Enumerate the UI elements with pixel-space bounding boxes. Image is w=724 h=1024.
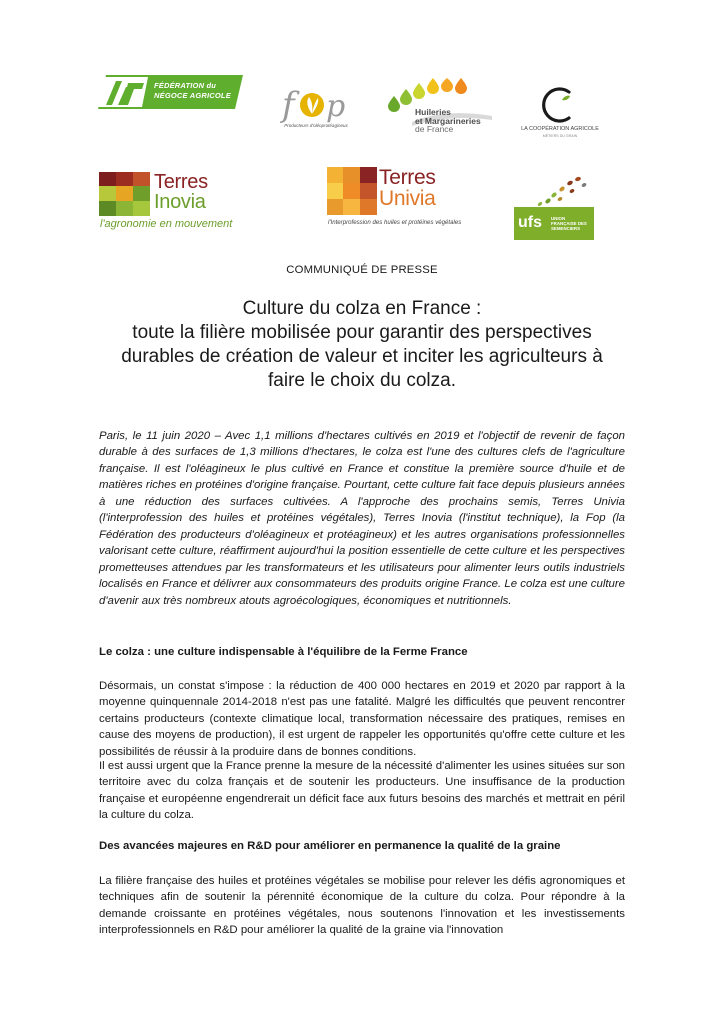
inovia-word-terres: Terres (154, 171, 208, 193)
title-line-2: toute la filière mobilisée pour garantir des perspectives (132, 322, 592, 343)
inovia-word-inovia: Inovia (154, 191, 206, 213)
section1-paragraph-2: Il est aussi urgent que la France prenne la mesure de la nécessité d'alimenter les usines situées sur son territoire avec du colza français et de soutenir les producteurs. Une insuffisance de la production française et européenne engendrerait un déficit face aux futurs besoins des marchés et mettrait en péril la culture du colza. (99, 760, 625, 822)
fna-line1: FÉDÉRATION du (154, 81, 217, 90)
inovia-squares-icon (99, 172, 151, 216)
terres-inovia-logo (99, 172, 249, 234)
title-line-4: faire le choix du colza. (268, 370, 456, 391)
univia-word-univia: Univia (379, 187, 436, 210)
ufs-name (551, 216, 587, 232)
section2-paragraph-1: La filière française des huiles et protéines végétales se mobilise pour relever les défis agronomiques et techniques afin de soutenir la pérennité économique de la culture du colza. Pour répondre à la demande croissante en protéines végétales, nous soutenons l'innovation et les investissements interprofessionnels en R&D pour améliorer la qualité de la graine via l'innovation (99, 875, 625, 937)
huileries-name (415, 108, 481, 134)
huileries-line3: de France (415, 124, 454, 134)
univia-word-terres: Terres (379, 166, 436, 189)
section-heading-1: Le colza : une culture indispensable à l'équilibre de la Ferme France (99, 646, 468, 658)
ufs-word: ufs (518, 214, 542, 231)
cooperation-c-icon (520, 86, 600, 126)
seeds-icon (510, 173, 595, 207)
inovia-tagline: l'agronomie en mouvement (100, 218, 233, 230)
huileries-line2: et Margarineries (415, 115, 481, 126)
huileries-logo (384, 78, 496, 140)
fna-line2: NÉGOCE AGRICOLE (154, 91, 231, 100)
fop-wordmark-icon (280, 83, 352, 123)
ufs-box (514, 207, 594, 240)
ufs-line3: SEMENCIERS (551, 226, 581, 232)
univia-tagline: l'Interprofession des huiles et protéines végétales (328, 219, 462, 226)
press-release-kicker: COMMUNIQUÉ DE PRESSE (286, 264, 438, 276)
ufs-line1: UNION (551, 216, 566, 221)
ufs-logo (510, 173, 595, 241)
title-line-3: durables de création de valeur et inciter les agriculteurs à (121, 346, 603, 367)
svg-text:f: f (282, 85, 295, 123)
cooperation-name: LA COOPÉRATION AGRICOLE (521, 126, 599, 132)
univia-squares-icon (327, 167, 377, 215)
cooperation-sub: MÉTIERS DU GRAIN (542, 134, 578, 138)
huileries-line1: Huileries (415, 107, 451, 117)
svg-text:p: p (326, 89, 346, 123)
terres-univia-logo (327, 167, 507, 229)
fop-logo (280, 83, 352, 135)
section1-paragraph-1: Désormais, un constat s'impose : la réduction de 400 000 hectares en 2019 et 2020 par rapport à la moyenne quinquennale 2014-2018 n'est pas une fatalité. Malgré les difficultés que peuvent rencontrer certains producteurs (contexte climatique local, transformation nécessaire des pratiques, remises en cause des moyens de production), il est urgent de rappeler les opportunités qu'offre cette culture et les possibilités de réussir à la produire dans de bonnes conditions. (99, 680, 625, 758)
lead-paragraph: Paris, le 11 juin 2020 – Avec 1,1 millions d'hectares cultivés en 2019 et l'objectif de revenir de façon durable à des surfaces de 1,3 millions d'hectares, le colza est l'une des cultures clefs de l'agriculture française. Il est l'oléagineux le plus cultivé en France et constitue la première source d'huile et de matières riches en protéines d'origine française. Pourtant, cette culture fait face depuis plusieurs années à une réduction des surfaces cultivées. A l'approche des prochains semis, Terres Univia (l'interprofession des huiles et protéines végétales), Terres Inovia (l'institut technique), la Fop (la Fédération des producteurs d'oléagineux et protéagineux) et les autres organisations professionnelles valorisant cette culture, réaffirment aujourd'hui la position essentielle de cette culture et les perspectives prometteuses attendues par les transformateurs et les utilisateurs pour alimenter leurs outils industriels localisés en France et délivrer aux consommateurs des produits origine France. Le colza est une culture d'avenir aux très nombreux atouts agroécologiques, économiques et nutritionnels. (99, 430, 625, 607)
fna-name (154, 81, 231, 101)
section-heading-2: Des avancées majeures en R&D pour améliorer en permanence la qualité de la graine (99, 840, 561, 852)
fop-caption: Producteurs d'oléoprotéagineux (284, 123, 348, 128)
title-line-1: Culture du colza en France : (242, 298, 482, 319)
page-title (100, 297, 624, 393)
fna-logo (98, 75, 243, 109)
ufs-line2: FRANÇAISE DES (551, 221, 587, 227)
cooperation-agricole-logo (520, 86, 600, 146)
